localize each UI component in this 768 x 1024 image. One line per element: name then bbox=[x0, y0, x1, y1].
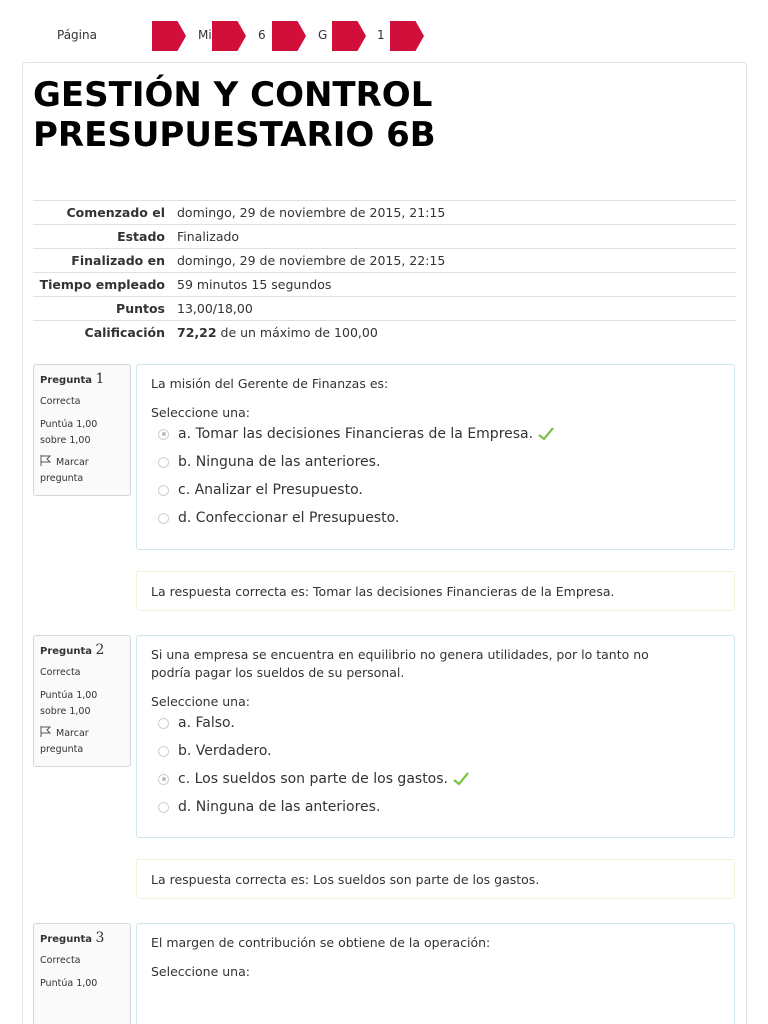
radio-button[interactable] bbox=[158, 718, 169, 729]
question-text: Si una empresa se encuentra en equilibrio no genera utilidades, por lo tanto no podría pagar los sueldos de su personal. bbox=[151, 647, 649, 680]
summary-value: 59 minutos 15 segundos bbox=[177, 277, 332, 292]
question-score: Puntúa 1,00 sobre 1,00 bbox=[40, 419, 98, 446]
breadcrumb-arrow-icon[interactable] bbox=[212, 21, 246, 51]
feedback-box-1 bbox=[136, 571, 735, 611]
summary-label: Estado bbox=[117, 229, 165, 244]
question-text: El margen de contribución se obtiene de la operación: bbox=[151, 935, 491, 950]
radio-button[interactable] bbox=[158, 746, 169, 757]
summary-label: Calificación bbox=[84, 325, 165, 340]
breadcrumb-item-1[interactable]: 1 bbox=[377, 28, 385, 42]
summary-row bbox=[33, 200, 736, 224]
radio-button[interactable] bbox=[158, 802, 169, 813]
answer-prompt: Seleccione una: bbox=[151, 405, 250, 420]
attempt-summary-table bbox=[33, 200, 736, 344]
answer-option-label[interactable]: b. Verdadero. bbox=[178, 743, 272, 759]
summary-label: Comenzado el bbox=[66, 205, 165, 220]
summary-value: domingo, 29 de noviembre de 2015, 22:15 bbox=[177, 253, 446, 268]
breadcrumb-arrow-icon[interactable] bbox=[152, 21, 186, 51]
answer-option[interactable] bbox=[151, 793, 720, 821]
flag-label[interactable]: Marcar pregunta bbox=[40, 728, 89, 755]
question-info-2 bbox=[33, 635, 131, 767]
answer-option[interactable] bbox=[151, 709, 720, 737]
question-number-value: 3 bbox=[95, 930, 105, 946]
breadcrumb-arrow-icon[interactable] bbox=[390, 21, 424, 51]
breadcrumb-arrow-icon[interactable] bbox=[332, 21, 366, 51]
question-status: Correcta bbox=[40, 955, 81, 966]
answer-option[interactable] bbox=[151, 448, 720, 476]
right-answer-text: La respuesta correcta es: Tomar las decisiones Financieras de la Empresa. bbox=[151, 583, 615, 599]
feedback-box-2 bbox=[136, 859, 735, 899]
summary-value: Finalizado bbox=[177, 229, 240, 244]
breadcrumb-item-g[interactable]: G bbox=[318, 28, 328, 42]
question-content-3 bbox=[136, 923, 735, 1024]
breadcrumb-label: Página bbox=[57, 28, 97, 42]
flag-question-button[interactable] bbox=[40, 455, 124, 487]
question-info-3 bbox=[33, 923, 131, 1024]
grade-value: 72,22 bbox=[177, 325, 217, 340]
answer-option-label[interactable]: c. Los sueldos son parte de los gastos. bbox=[178, 771, 448, 787]
answer-option-label[interactable]: d. Confeccionar el Presupuesto. bbox=[178, 510, 400, 526]
correct-check-icon bbox=[453, 772, 469, 786]
summary-value: 13,00/18,00 bbox=[177, 301, 253, 316]
summary-label: Finalizado en bbox=[71, 253, 165, 268]
question-label: Pregunta bbox=[40, 646, 92, 657]
radio-button[interactable] bbox=[158, 457, 169, 468]
question-number bbox=[40, 930, 124, 946]
answer-option[interactable] bbox=[151, 420, 720, 448]
breadcrumb-arrow-icon[interactable] bbox=[272, 21, 306, 51]
question-content-2 bbox=[136, 635, 735, 838]
question-info-1 bbox=[33, 364, 131, 496]
flag-icon[interactable] bbox=[40, 726, 52, 737]
answer-option-label[interactable]: a. Tomar las decisiones Financieras de la Empresa. bbox=[178, 426, 534, 442]
answer-option[interactable] bbox=[151, 476, 720, 504]
flag-question-button[interactable] bbox=[40, 726, 124, 758]
radio-button[interactable] bbox=[158, 485, 169, 496]
summary-value bbox=[177, 325, 378, 340]
question-text: La misión del Gerente de Finanzas es: bbox=[151, 376, 389, 391]
summary-row bbox=[33, 224, 736, 248]
correct-check-icon bbox=[538, 427, 554, 441]
summary-row bbox=[33, 248, 736, 272]
answer-option-label[interactable]: c. Analizar el Presupuesto. bbox=[178, 482, 363, 498]
question-label: Pregunta bbox=[40, 934, 92, 945]
answer-option-label[interactable]: d. Ninguna de las anteriores. bbox=[178, 799, 381, 815]
question-number-value: 1 bbox=[95, 371, 105, 387]
question-status: Correcta bbox=[40, 396, 81, 407]
summary-value: domingo, 29 de noviembre de 2015, 21:15 bbox=[177, 205, 446, 220]
question-content-1 bbox=[136, 364, 735, 550]
summary-label: Tiempo empleado bbox=[39, 277, 165, 292]
answer-option[interactable] bbox=[151, 737, 720, 765]
radio-button[interactable] bbox=[158, 429, 169, 440]
flag-label[interactable]: Marcar pregunta bbox=[40, 457, 89, 484]
question-number bbox=[40, 642, 124, 658]
radio-button[interactable] bbox=[158, 513, 169, 524]
question-score: Puntúa 1,00 bbox=[40, 978, 98, 989]
question-number-value: 2 bbox=[95, 642, 105, 658]
answer-option[interactable] bbox=[151, 504, 720, 532]
breadcrumb bbox=[0, 0, 768, 60]
answer-option-label[interactable]: a. Falso. bbox=[178, 715, 235, 731]
breadcrumb-item-6[interactable]: 6 bbox=[258, 28, 266, 42]
question-label: Pregunta bbox=[40, 375, 92, 386]
answer-prompt: Seleccione una: bbox=[151, 694, 250, 709]
question-status: Correcta bbox=[40, 667, 81, 678]
flag-icon[interactable] bbox=[40, 455, 52, 466]
page-title: GESTIÓN Y CONTROL PRESUPUESTARIO 6B bbox=[33, 75, 436, 155]
question-number bbox=[40, 371, 124, 387]
summary-label: Puntos bbox=[116, 301, 165, 316]
right-answer-text: La respuesta correcta es: Los sueldos son parte de los gastos. bbox=[151, 871, 540, 887]
radio-button[interactable] bbox=[158, 774, 169, 785]
question-score: Puntúa 1,00 sobre 1,00 bbox=[40, 690, 98, 717]
summary-row bbox=[33, 320, 736, 344]
summary-row bbox=[33, 296, 736, 320]
summary-row bbox=[33, 272, 736, 296]
answer-prompt: Seleccione una: bbox=[151, 964, 250, 979]
grade-max: de un máximo de 100,00 bbox=[216, 325, 378, 340]
answer-option[interactable] bbox=[151, 765, 720, 793]
answer-option-label[interactable]: b. Ninguna de las anteriores. bbox=[178, 454, 381, 470]
breadcrumb-item-mi[interactable]: Mi bbox=[198, 28, 212, 42]
